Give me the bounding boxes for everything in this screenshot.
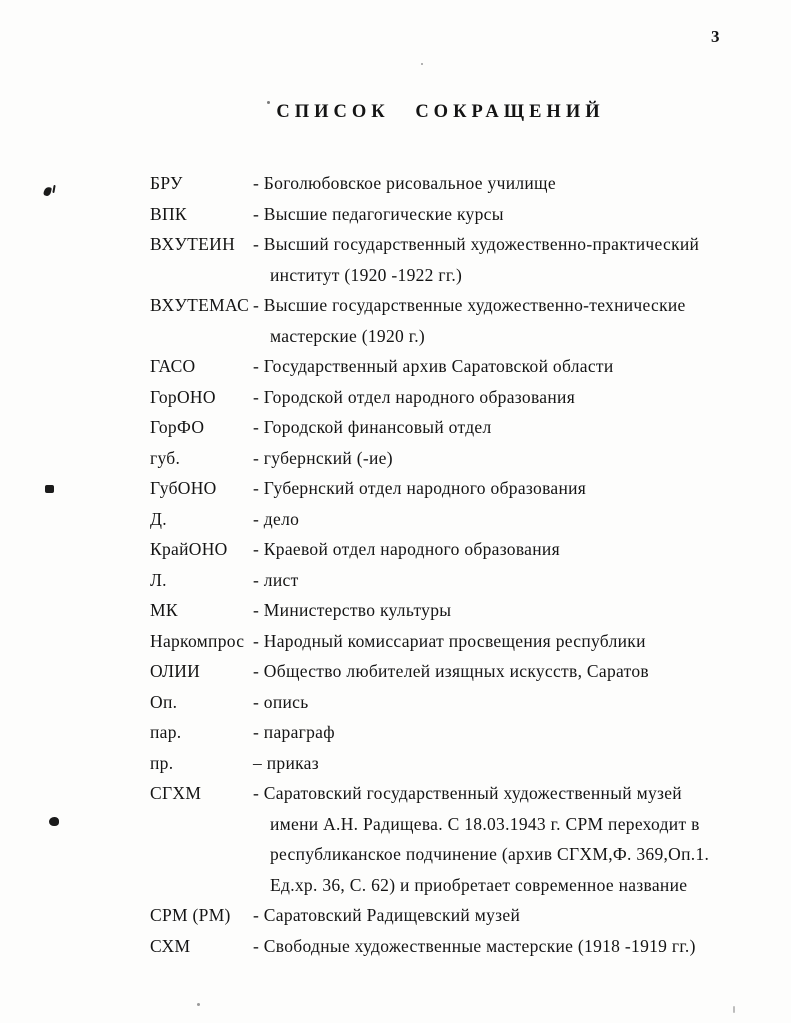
abbreviation-term: СГХМ: [150, 783, 202, 803]
abbreviation-entry: [0, 229, 791, 260]
abbreviation-definition: - Высшие государственные художественно-технические: [253, 295, 686, 315]
abbreviation-definition: - Боголюбовское рисовальное училище: [253, 173, 556, 193]
abbreviation-entry: [0, 382, 791, 413]
abbreviation-definition: - параграф: [253, 722, 335, 742]
abbreviation-definition: - Городской финансовый отдел: [253, 417, 492, 437]
abbreviation-entry-continuation: [0, 260, 791, 291]
ink-speck: [49, 817, 59, 826]
abbreviation-term: СРМ (РМ): [150, 905, 231, 925]
abbreviation-term: Д.: [150, 508, 167, 529]
abbreviation-definition: - опись: [253, 691, 309, 712]
abbreviation-term: ГАСО: [150, 356, 196, 376]
abbreviation-term: МК: [150, 600, 178, 620]
abbreviation-definition: - Городской отдел народного образования: [253, 386, 576, 407]
abbreviation-term: ГорОНО: [150, 386, 216, 407]
ink-speck: [45, 485, 54, 493]
abbreviation-definition: - Краевой отдел народного образования: [253, 539, 560, 559]
abbreviation-definition: - Высшие педагогические курсы: [253, 203, 504, 224]
abbreviation-entry: [0, 717, 791, 748]
page-number: 3: [711, 27, 720, 46]
abbreviation-list: [0, 168, 791, 961]
abbreviation-definition: - Саратовский государственный художественный музей: [253, 783, 682, 803]
abbreviation-definition: - Общество любителей изящных искусств, Саратов: [253, 661, 649, 681]
abbreviation-term: губ.: [150, 447, 181, 468]
abbreviation-term: пар.: [150, 722, 182, 742]
abbreviation-term: Наркомпрос: [150, 630, 245, 651]
abbreviation-entry-continuation: [0, 839, 791, 870]
abbreviation-definition: - дело: [253, 508, 300, 529]
abbreviation-definition: - лист: [253, 569, 299, 590]
abbreviation-entry: [0, 595, 791, 626]
abbreviation-term: ВПК: [150, 203, 187, 224]
abbreviation-entry: [0, 290, 791, 321]
abbreviation-definition: - Министерство культуры: [253, 600, 452, 620]
abbreviation-term: ГубОНО: [150, 478, 217, 498]
abbreviation-term: ОЛИИ: [150, 661, 201, 681]
abbreviation-term: СХМ: [150, 935, 191, 956]
abbreviation-entry: [0, 199, 791, 230]
ink-speck: [421, 63, 423, 65]
abbreviation-entry: [0, 412, 791, 443]
abbreviation-entry: [0, 778, 791, 809]
abbreviation-definition: – приказ: [253, 752, 319, 773]
abbreviation-entry: [0, 748, 791, 779]
abbreviation-entry: [0, 687, 791, 718]
ink-speck: [267, 101, 270, 104]
abbreviation-entry: [0, 931, 791, 962]
abbreviation-definition: - Саратовский Радищевский музей: [253, 905, 521, 925]
abbreviation-entry: [0, 168, 791, 199]
abbreviation-definition: - Губернский отдел народного образования: [253, 478, 587, 498]
ink-speck: [197, 1003, 200, 1006]
abbreviation-term: Л.: [150, 569, 167, 590]
abbreviation-definition: - Народный комиссариат просвещения республики: [253, 630, 646, 651]
abbreviation-entry-continuation: [0, 321, 791, 352]
abbreviation-term: пр.: [150, 752, 174, 773]
abbreviation-entry: [0, 473, 791, 504]
abbreviation-definition: - Свободные художественные мастерские (1918 -1919 гг.): [253, 935, 696, 956]
abbreviation-entry: [0, 565, 791, 596]
abbreviation-entry: [0, 626, 791, 657]
abbreviation-entry: [0, 351, 791, 382]
abbreviation-entry-continuation: [0, 870, 791, 901]
abbreviation-entry: [0, 443, 791, 474]
abbreviation-definition: Ед.хр. 36, С. 62) и приобретает современное название: [270, 874, 688, 895]
abbreviation-entry: [0, 656, 791, 687]
abbreviation-term: КрайОНО: [150, 539, 228, 559]
abbreviation-term: Оп.: [150, 691, 178, 712]
abbreviation-entry-continuation: [0, 809, 791, 840]
abbreviation-entry: [0, 534, 791, 565]
abbreviation-term: ВХУТЕМАС: [150, 295, 250, 315]
abbreviation-entry: [0, 900, 791, 931]
abbreviation-term: БРУ: [150, 173, 183, 193]
abbreviation-entry: [0, 504, 791, 535]
abbreviation-term: ГорФО: [150, 417, 205, 437]
ink-speck: [733, 1006, 735, 1013]
page-title: СПИСОК СОКРАЩЕНИЙ: [276, 102, 605, 122]
abbreviation-definition: - Государственный архив Саратовской области: [253, 356, 614, 376]
abbreviation-definition: республиканское подчинение (архив СГХМ,Ф. 369,Оп.1.: [270, 844, 710, 864]
abbreviation-definition: - губернский (-ие): [253, 447, 393, 468]
abbreviation-definition: мастерские (1920 г.): [270, 325, 426, 346]
abbreviation-definition: институт (1920 -1922 гг.): [270, 264, 463, 285]
abbreviation-definition: имени А.Н. Радищева. С 18.03.1943 г. СРМ переходит в: [270, 813, 700, 834]
abbreviation-term: ВХУТЕИН: [150, 234, 236, 254]
abbreviation-definition: - Высший государственный художественно-практический: [253, 234, 700, 254]
